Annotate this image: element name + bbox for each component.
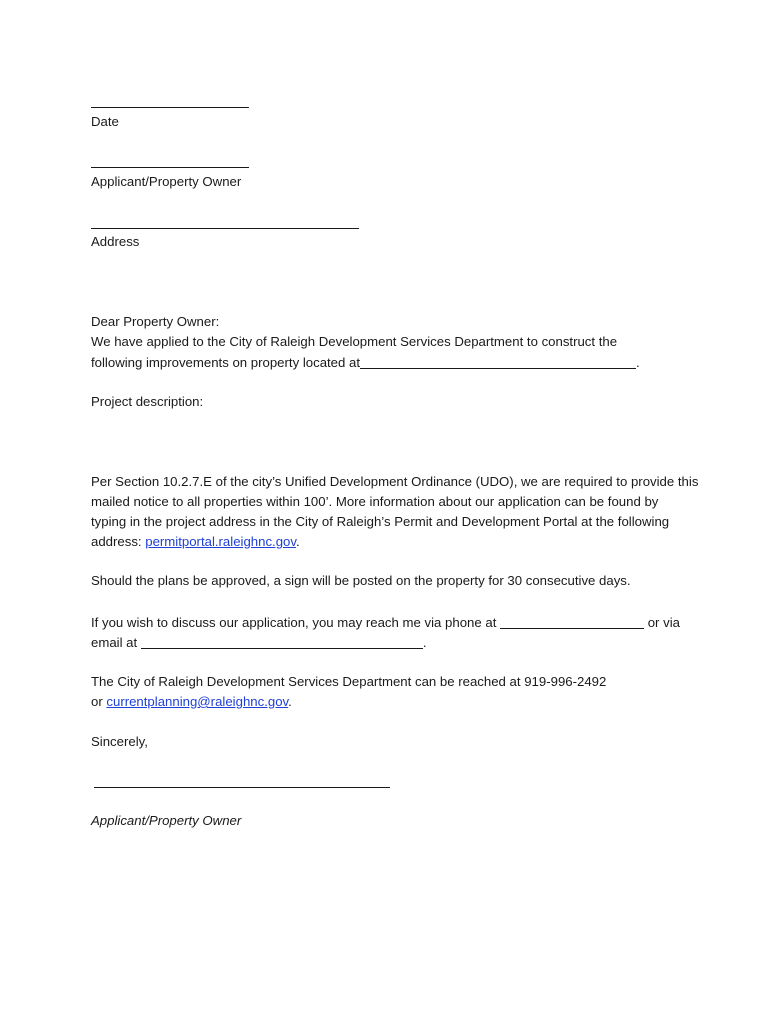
dept-line-2-suffix: . — [288, 694, 292, 709]
dept-line-1: The City of Raleigh Development Services Department can be reached at 919-996-2492 — [91, 674, 607, 689]
signature-blank-line[interactable] — [94, 787, 390, 788]
udo-line-2: mailed notice to all properties within 100’. More information about our application can be found by — [91, 494, 659, 509]
contact-email-prefix: email at — [91, 635, 138, 650]
email-blank[interactable] — [141, 636, 423, 649]
salutation: Dear Property Owner: — [91, 314, 220, 329]
dept-line-2-prefix: or — [91, 694, 107, 709]
intro-line-1: We have applied to the City of Raleigh Development Services Department to construct the — [91, 334, 618, 349]
property-location-blank[interactable] — [360, 356, 636, 369]
udo-line-4-suffix: . — [296, 534, 300, 549]
contact-middle: or via — [647, 615, 680, 630]
contact-line-2 — [91, 634, 427, 651]
closing: Sincerely, — [91, 734, 148, 749]
dept-line-2 — [91, 694, 292, 710]
project-description-label: Project description: — [91, 394, 204, 409]
signature-label: Applicant/Property Owner — [91, 813, 242, 828]
udo-line-3: typing in the project address in the City of Raleigh’s Permit and Development Portal at the following — [91, 514, 670, 529]
date-label: Date — [91, 114, 119, 129]
phone-blank[interactable] — [500, 616, 644, 629]
address-blank-line[interactable] — [91, 228, 359, 229]
date-blank-line[interactable] — [91, 107, 249, 108]
dept-email-link[interactable]: currentplanning@raleighnc.gov — [106, 694, 289, 709]
portal-link[interactable]: permitportal.raleighnc.gov — [145, 534, 297, 549]
sign-notice: Should the plans be approved, a sign will be posted on the property for 30 consecutive days. — [91, 573, 631, 588]
udo-line-1: Per Section 10.2.7.E of the city’s Unified Development Ordinance (UDO), we are required to provide this — [91, 474, 699, 489]
address-label: Address — [91, 234, 140, 249]
intro-line-2-prefix: following improvements on property located at — [91, 355, 361, 370]
applicant-label: Applicant/Property Owner — [91, 174, 242, 189]
intro-line-2 — [91, 354, 640, 371]
udo-line-4 — [91, 534, 300, 550]
contact-line-1 — [91, 614, 680, 631]
intro-line-2-suffix: . — [636, 355, 640, 370]
contact-email-suffix: . — [422, 635, 427, 650]
udo-line-4-prefix: address: — [91, 534, 146, 549]
contact-prefix: If you wish to discuss our application, you may reach me via phone at — [91, 615, 497, 630]
applicant-blank-line[interactable] — [91, 167, 249, 168]
